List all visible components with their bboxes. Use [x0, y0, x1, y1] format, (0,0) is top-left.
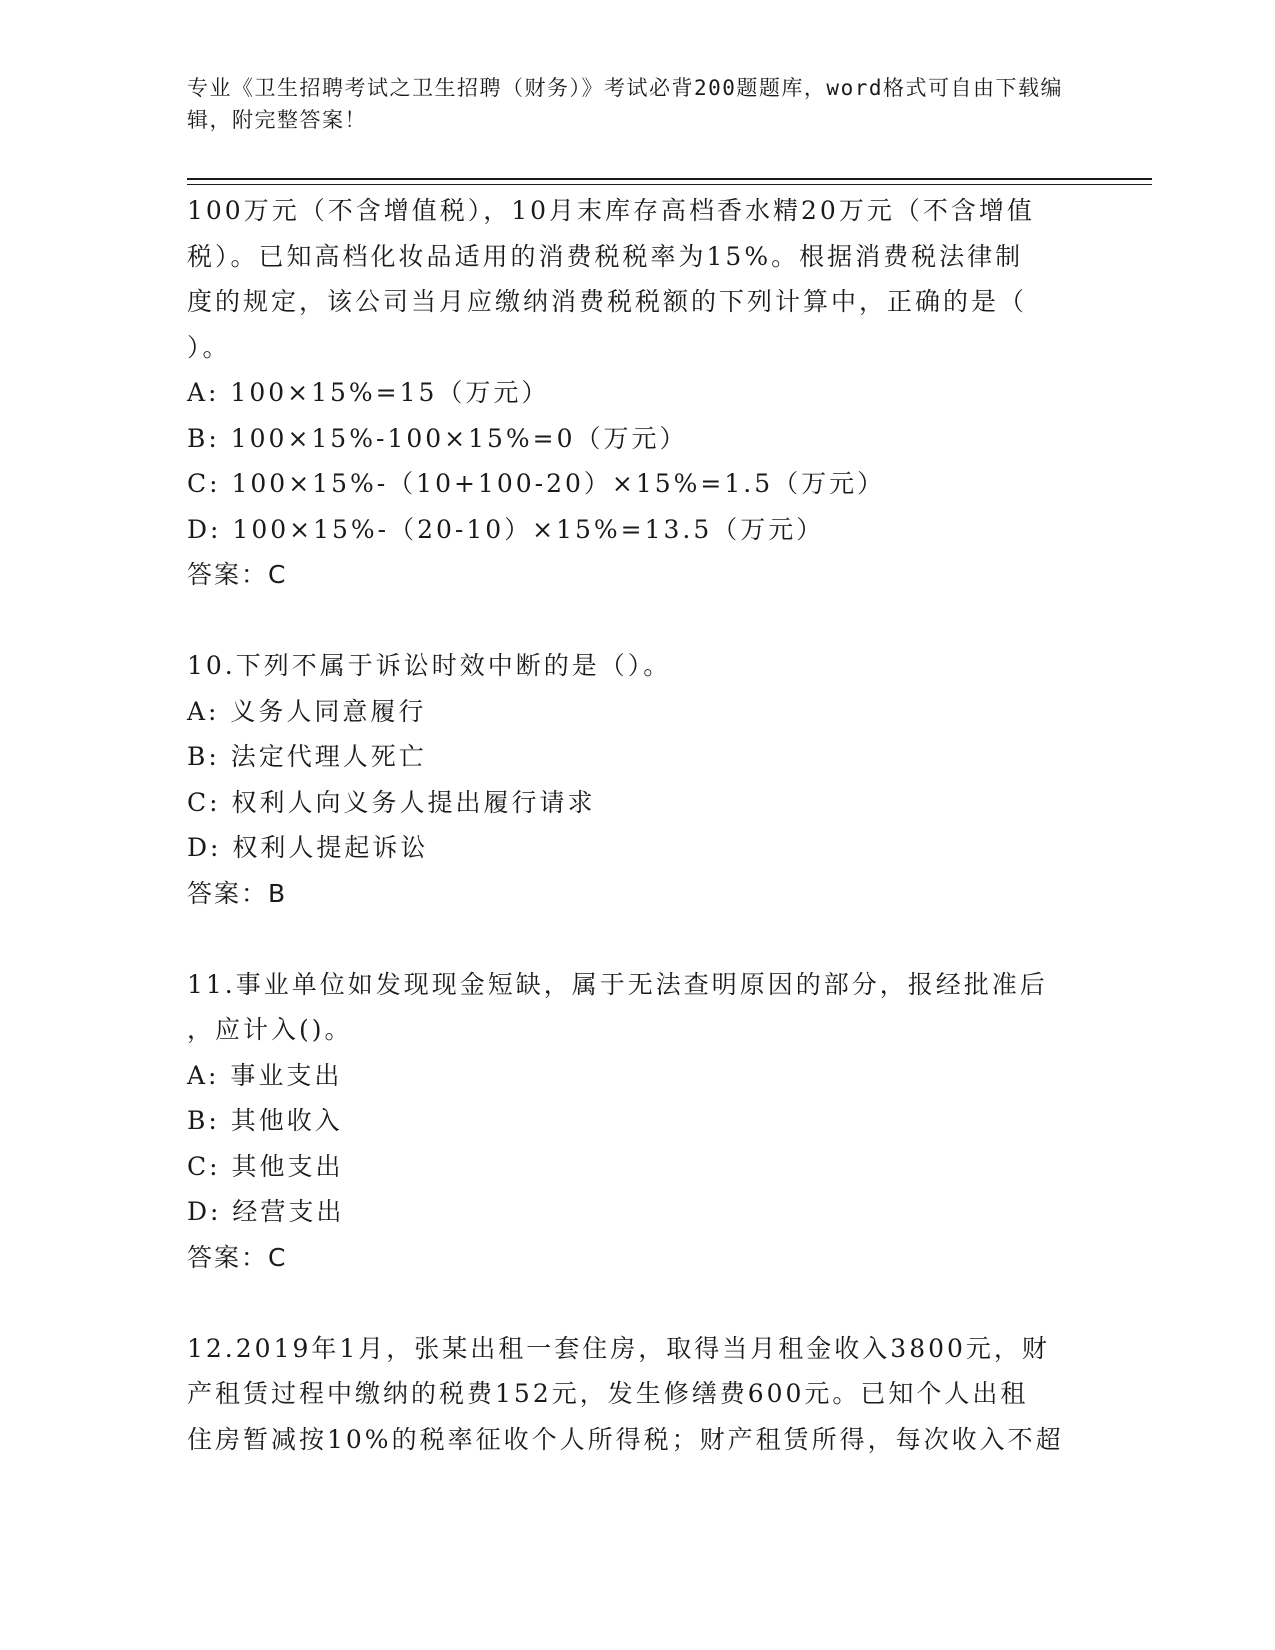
question-stem-line: 100万元（不含增值税），10月末库存高档香水精20万元（不含增值	[187, 196, 1035, 225]
option-c: C: 权利人向义务人提出履行请求	[187, 787, 596, 817]
spacer	[187, 598, 1087, 644]
answer-line: 答案：C	[187, 560, 288, 589]
question-12	[187, 1326, 1087, 1463]
answer-line: 答案：C	[187, 1242, 288, 1272]
option-b: B: 其他收入	[187, 1106, 343, 1135]
option-b: B: 法定代理人死亡	[187, 742, 427, 771]
option-a: A: 义务人同意履行	[187, 696, 427, 726]
document-header: 专业《卫生招聘考试之卫生招聘（财务）》考试必背200题题库，word格式可自由下载编辑，附完整答案！	[187, 76, 1063, 132]
question-stem-line: 12.2019年1月，张某出租一套住房，取得当月租金收入3800元，财	[187, 1333, 1050, 1363]
header-divider-thick	[187, 178, 1152, 180]
option-b: B: 100×15%-100×15%=0（万元）	[187, 423, 688, 453]
option-c: C: 其他支出	[187, 1151, 344, 1181]
option-d: D: 100×15%-（20-10）×15%=13.5（万元）	[187, 514, 825, 544]
question-stem-line: 10.下列不属于诉讼时效中断的是（）。	[187, 651, 672, 680]
option-c: C: 100×15%-（10+100-20）×15%=1.5（万元）	[187, 469, 886, 498]
question-stem-line: 度的规定，该公司当月应缴纳消费税税额的下列计算中，正确的是（	[187, 287, 1028, 316]
question-stem-line: 11.事业单位如发现现金短缺，属于无法查明原因的部分，报经批准后	[187, 969, 1048, 999]
question-9	[187, 188, 1087, 598]
header-divider-thin	[187, 184, 1152, 185]
option-a: A: 事业支出	[187, 1060, 343, 1090]
question-stem-line: ，应计入()。	[187, 1015, 353, 1044]
option-d: D: 权利人提起诉讼	[187, 833, 429, 862]
option-d: D: 经营支出	[187, 1197, 345, 1226]
document-body	[187, 188, 1087, 1462]
question-10	[187, 643, 1087, 916]
question-stem-line: ）。	[187, 332, 231, 362]
question-stem-line: 产租赁过程中缴纳的税费152元，发生修缮费600元。已知个人出租	[187, 1379, 1029, 1408]
question-stem-line: 住房暂减按10%的税率征收个人所得税；财产租赁所得，每次收入不超	[187, 1424, 1064, 1454]
spacer	[187, 1280, 1087, 1326]
question-11	[187, 962, 1087, 1281]
question-stem-line: 税）。已知高档化妆品适用的消费税税率为15%。根据消费税法律制	[187, 241, 1024, 271]
option-a: A: 100×15%=15（万元）	[187, 378, 550, 407]
answer-line: 答案：B	[187, 878, 288, 908]
spacer	[187, 916, 1087, 962]
